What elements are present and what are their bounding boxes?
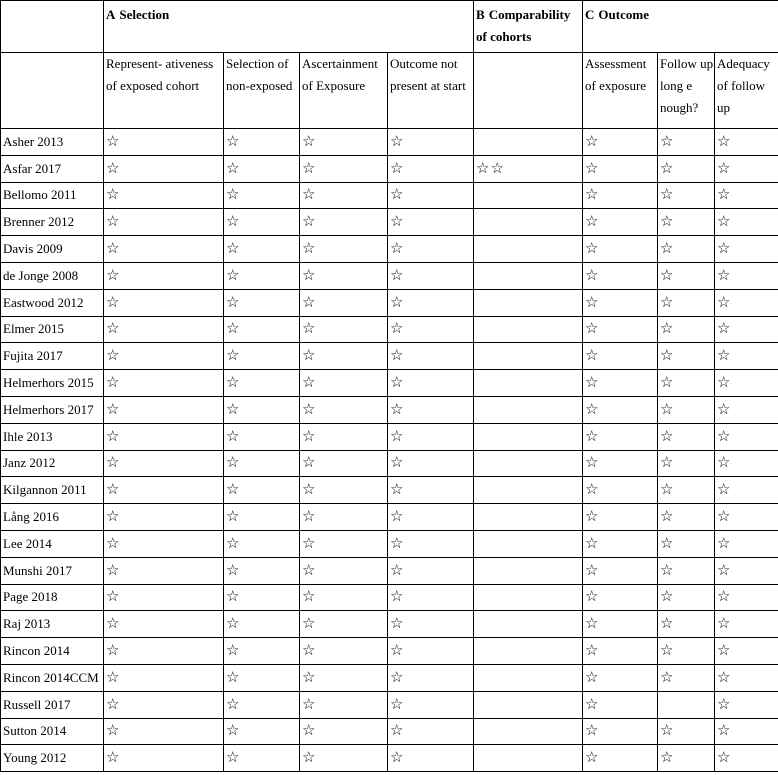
star-cell-selection-non-exposed: ☆ [224,584,300,611]
star-cell-representativeness: ☆ [104,262,224,289]
star-cell-adequacy: ☆ [715,423,778,450]
star-cell-comparability [474,182,583,209]
group-comparability [474,1,583,53]
star-cell-adequacy: ☆ [715,396,778,423]
subheader-follow-up-long: Follow up long e nough? [658,53,715,129]
study-name-cell: Lee 2014 [1,530,104,557]
star-cell-representativeness: ☆ [104,289,224,316]
group-c-label: Outcome [598,7,649,22]
star-cell-comparability [474,129,583,156]
star-cell-follow-up-long: ☆ [658,236,715,263]
star-cell-assessment: ☆ [583,745,658,772]
subheader-selection-non-exposed: Selection of non-exposed [224,53,300,129]
star-cell-comparability [474,504,583,531]
star-cell-ascertainment: ☆ [300,718,388,745]
study-name-cell: Rincon 2014CCM [1,664,104,691]
star-cell-adequacy: ☆ [715,638,778,665]
study-name-cell: Kilgannon 2011 [1,477,104,504]
star-cell-adequacy: ☆ [715,343,778,370]
star-cell-follow-up-long: ☆ [658,343,715,370]
star-cell-comparability [474,450,583,477]
star-cell-adequacy: ☆ [715,745,778,772]
star-cell-ascertainment: ☆ [300,611,388,638]
study-name-cell: Page 2018 [1,584,104,611]
star-cell-ascertainment: ☆ [300,209,388,236]
study-name-cell: Helmerhors 2017 [1,396,104,423]
star-cell-ascertainment: ☆ [300,423,388,450]
star-cell-outcome-not-present: ☆ [388,155,474,182]
star-cell-representativeness: ☆ [104,423,224,450]
star-cell-outcome-not-present: ☆ [388,530,474,557]
star-cell-selection-non-exposed: ☆ [224,129,300,156]
study-name-cell: de Jonge 2008 [1,262,104,289]
table-row [1,718,778,745]
star-cell-selection-non-exposed: ☆ [224,370,300,397]
star-cell-outcome-not-present: ☆ [388,477,474,504]
star-cell-follow-up-long: ☆ [658,182,715,209]
star-cell-assessment: ☆ [583,182,658,209]
table-row [1,638,778,665]
star-cell-adequacy: ☆ [715,691,778,718]
star-cell-comparability [474,289,583,316]
group-a-letter: A [106,7,116,22]
star-cell-ascertainment: ☆ [300,289,388,316]
star-cell-follow-up-long: ☆ [658,370,715,397]
study-name-cell: Helmerhors 2015 [1,370,104,397]
table-row [1,262,778,289]
star-cell-representativeness: ☆ [104,370,224,397]
star-cell-representativeness: ☆ [104,530,224,557]
star-cell-representativeness: ☆ [104,209,224,236]
star-cell-outcome-not-present: ☆ [388,209,474,236]
star-cell-selection-non-exposed: ☆ [224,691,300,718]
star-cell-selection-non-exposed: ☆ [224,718,300,745]
star-cell-assessment: ☆ [583,530,658,557]
star-cell-assessment: ☆ [583,664,658,691]
study-name-cell: Davis 2009 [1,236,104,263]
star-cell-ascertainment: ☆ [300,155,388,182]
study-name-cell: Bellomo 2011 [1,182,104,209]
star-cell-follow-up-long: ☆ [658,289,715,316]
subheader-outcome-not-present: Outcome not present at start [388,53,474,129]
star-cell-follow-up-long: ☆ [658,611,715,638]
group-c-letter: C [585,7,595,22]
star-cell-assessment: ☆ [583,209,658,236]
star-cell-comparability [474,530,583,557]
table-row [1,155,778,182]
star-cell-adequacy: ☆ [715,155,778,182]
star-cell-selection-non-exposed: ☆ [224,155,300,182]
star-cell-representativeness: ☆ [104,611,224,638]
study-name-cell: Sutton 2014 [1,718,104,745]
table-row [1,236,778,263]
star-cell-selection-non-exposed: ☆ [224,477,300,504]
star-cell-adequacy: ☆ [715,664,778,691]
star-cell-selection-non-exposed: ☆ [224,745,300,772]
star-cell-assessment: ☆ [583,611,658,638]
star-cell-ascertainment: ☆ [300,530,388,557]
star-cell-selection-non-exposed: ☆ [224,209,300,236]
star-cell-assessment: ☆ [583,396,658,423]
star-cell-ascertainment: ☆ [300,343,388,370]
star-cell-selection-non-exposed: ☆ [224,611,300,638]
star-cell-follow-up-long: ☆ [658,584,715,611]
star-cell-representativeness: ☆ [104,343,224,370]
star-cell-comparability [474,611,583,638]
star-cell-representativeness: ☆ [104,664,224,691]
star-cell-ascertainment: ☆ [300,745,388,772]
table-row [1,289,778,316]
star-cell-selection-non-exposed: ☆ [224,504,300,531]
table-row [1,557,778,584]
study-name-cell: Russell 2017 [1,691,104,718]
star-cell-follow-up-long [658,691,715,718]
star-cell-selection-non-exposed: ☆ [224,530,300,557]
star-cell-ascertainment: ☆ [300,316,388,343]
star-cell-ascertainment: ☆ [300,370,388,397]
star-cell-comparability [474,557,583,584]
subheader-ascertainment: Ascertainment of Exposure [300,53,388,129]
star-cell-outcome-not-present: ☆ [388,718,474,745]
star-cell-follow-up-long: ☆ [658,209,715,236]
table-row [1,504,778,531]
star-cell-follow-up-long: ☆ [658,638,715,665]
star-cell-selection-non-exposed: ☆ [224,557,300,584]
star-cell-follow-up-long: ☆ [658,396,715,423]
study-name-cell: Eastwood 2012 [1,289,104,316]
study-name-cell: Ihle 2013 [1,423,104,450]
table-row [1,370,778,397]
star-cell-representativeness: ☆ [104,316,224,343]
star-cell-selection-non-exposed: ☆ [224,450,300,477]
star-cell-comparability [474,316,583,343]
table-row [1,182,778,209]
table-row [1,129,778,156]
study-name-cell: Young 2012 [1,745,104,772]
star-cell-outcome-not-present: ☆ [388,557,474,584]
star-cell-outcome-not-present: ☆ [388,370,474,397]
star-cell-representativeness: ☆ [104,129,224,156]
star-cell-ascertainment: ☆ [300,584,388,611]
star-cell-outcome-not-present: ☆ [388,182,474,209]
table-row [1,530,778,557]
corner-cell [1,1,104,53]
star-cell-outcome-not-present: ☆ [388,423,474,450]
star-cell-follow-up-long: ☆ [658,423,715,450]
study-name-cell: Elmer 2015 [1,316,104,343]
star-cell-representativeness: ☆ [104,450,224,477]
star-cell-outcome-not-present: ☆ [388,664,474,691]
star-cell-ascertainment: ☆ [300,638,388,665]
star-cell-adequacy: ☆ [715,530,778,557]
star-cell-adequacy: ☆ [715,611,778,638]
star-cell-assessment: ☆ [583,504,658,531]
star-cell-representativeness: ☆ [104,638,224,665]
study-name-cell: Raj 2013 [1,611,104,638]
subheader-adequacy: Adequacy of follow up [715,53,778,129]
table-row [1,664,778,691]
star-cell-adequacy: ☆ [715,557,778,584]
table-row [1,584,778,611]
star-cell-ascertainment: ☆ [300,450,388,477]
star-cell-representativeness: ☆ [104,584,224,611]
table-row [1,209,778,236]
star-cell-representativeness: ☆ [104,557,224,584]
table-row [1,316,778,343]
star-cell-outcome-not-present: ☆ [388,343,474,370]
star-cell-selection-non-exposed: ☆ [224,664,300,691]
star-cell-ascertainment: ☆ [300,477,388,504]
star-cell-outcome-not-present: ☆ [388,745,474,772]
subheader-comparability [474,53,583,129]
star-cell-assessment: ☆ [583,691,658,718]
star-cell-ascertainment: ☆ [300,182,388,209]
star-cell-follow-up-long: ☆ [658,262,715,289]
star-cell-selection-non-exposed: ☆ [224,343,300,370]
star-cell-follow-up-long: ☆ [658,504,715,531]
group-b-label: Comparability of cohorts [476,7,571,44]
star-cell-outcome-not-present: ☆ [388,129,474,156]
star-cell-comparability [474,477,583,504]
study-name-cell: Brenner 2012 [1,209,104,236]
star-cell-adequacy: ☆ [715,477,778,504]
star-cell-adequacy: ☆ [715,584,778,611]
subheader-row [1,53,778,129]
star-cell-comparability [474,423,583,450]
star-cell-outcome-not-present: ☆ [388,289,474,316]
study-name-cell: Rincon 2014 [1,638,104,665]
star-cell-representativeness: ☆ [104,691,224,718]
star-cell-follow-up-long: ☆ [658,450,715,477]
table-row [1,423,778,450]
star-cell-ascertainment: ☆ [300,236,388,263]
star-cell-selection-non-exposed: ☆ [224,316,300,343]
star-cell-adequacy: ☆ [715,504,778,531]
study-name-cell: Fujita 2017 [1,343,104,370]
star-cell-outcome-not-present: ☆ [388,638,474,665]
star-cell-adequacy: ☆ [715,129,778,156]
study-name-cell: Munshi 2017 [1,557,104,584]
star-cell-outcome-not-present: ☆ [388,504,474,531]
star-cell-selection-non-exposed: ☆ [224,638,300,665]
star-cell-assessment: ☆ [583,129,658,156]
star-cell-comparability [474,718,583,745]
star-cell-assessment: ☆ [583,584,658,611]
star-cell-assessment: ☆ [583,370,658,397]
star-cell-representativeness: ☆ [104,236,224,263]
star-cell-ascertainment: ☆ [300,504,388,531]
table-row [1,691,778,718]
star-cell-follow-up-long: ☆ [658,155,715,182]
star-cell-representativeness: ☆ [104,745,224,772]
star-cell-adequacy: ☆ [715,289,778,316]
star-cell-selection-non-exposed: ☆ [224,236,300,263]
star-cell-follow-up-long: ☆ [658,129,715,156]
star-cell-ascertainment: ☆ [300,664,388,691]
star-cell-adequacy: ☆ [715,718,778,745]
study-name-cell: Lång 2016 [1,504,104,531]
star-cell-assessment: ☆ [583,718,658,745]
group-outcome [583,1,778,53]
star-cell-ascertainment: ☆ [300,396,388,423]
star-cell-adequacy: ☆ [715,316,778,343]
star-cell-follow-up-long: ☆ [658,530,715,557]
star-cell-follow-up-long: ☆ [658,316,715,343]
table-row [1,343,778,370]
star-cell-comparability [474,745,583,772]
star-cell-assessment: ☆ [583,638,658,665]
group-a-label: Selection [119,7,170,22]
star-cell-follow-up-long: ☆ [658,557,715,584]
table-row [1,396,778,423]
star-cell-ascertainment: ☆ [300,557,388,584]
star-cell-follow-up-long: ☆ [658,745,715,772]
star-cell-representativeness: ☆ [104,182,224,209]
study-name-cell: Asher 2013 [1,129,104,156]
table-row [1,745,778,772]
star-cell-assessment: ☆ [583,557,658,584]
table-row [1,611,778,638]
group-header-row [1,1,778,53]
table-row [1,477,778,504]
star-cell-outcome-not-present: ☆ [388,611,474,638]
star-cell-assessment: ☆ [583,423,658,450]
star-cell-assessment: ☆ [583,155,658,182]
star-cell-outcome-not-present: ☆ [388,584,474,611]
star-cell-outcome-not-present: ☆ [388,396,474,423]
star-cell-adequacy: ☆ [715,182,778,209]
group-b-letter: B [476,7,485,22]
star-cell-representativeness: ☆ [104,718,224,745]
star-cell-comparability [474,691,583,718]
star-cell-adequacy: ☆ [715,262,778,289]
table-row [1,450,778,477]
group-selection [104,1,474,53]
star-cell-assessment: ☆ [583,316,658,343]
star-cell-outcome-not-present: ☆ [388,236,474,263]
star-cell-representativeness: ☆ [104,396,224,423]
star-cell-comparability [474,343,583,370]
star-cell-follow-up-long: ☆ [658,718,715,745]
subheader-assessment: Assessment of exposure [583,53,658,129]
subheader-blank-cell [1,53,104,129]
star-cell-ascertainment: ☆ [300,129,388,156]
study-name-cell: Asfar 2017 [1,155,104,182]
star-cell-ascertainment: ☆ [300,691,388,718]
star-cell-adequacy: ☆ [715,450,778,477]
star-cell-assessment: ☆ [583,477,658,504]
star-cell-comparability [474,396,583,423]
star-cell-outcome-not-present: ☆ [388,691,474,718]
star-cell-outcome-not-present: ☆ [388,262,474,289]
star-cell-follow-up-long: ☆ [658,664,715,691]
star-cell-selection-non-exposed: ☆ [224,182,300,209]
star-cell-outcome-not-present: ☆ [388,316,474,343]
star-cell-comparability [474,262,583,289]
star-cell-outcome-not-present: ☆ [388,450,474,477]
star-cell-selection-non-exposed: ☆ [224,423,300,450]
star-cell-follow-up-long: ☆ [658,477,715,504]
star-cell-selection-non-exposed: ☆ [224,289,300,316]
star-cell-comparability: ☆☆ [474,155,583,182]
star-cell-comparability [474,370,583,397]
star-cell-representativeness: ☆ [104,155,224,182]
star-cell-selection-non-exposed: ☆ [224,262,300,289]
star-cell-ascertainment: ☆ [300,262,388,289]
star-cell-adequacy: ☆ [715,236,778,263]
subheader-representativeness: Represent- ativeness of exposed cohort [104,53,224,129]
star-cell-selection-non-exposed: ☆ [224,396,300,423]
star-cell-comparability [474,584,583,611]
star-cell-comparability [474,236,583,263]
star-cell-assessment: ☆ [583,289,658,316]
star-cell-assessment: ☆ [583,262,658,289]
star-cell-assessment: ☆ [583,450,658,477]
star-cell-adequacy: ☆ [715,209,778,236]
star-cell-comparability [474,664,583,691]
star-cell-representativeness: ☆ [104,504,224,531]
study-name-cell: Janz 2012 [1,450,104,477]
star-cell-comparability [474,638,583,665]
star-cell-adequacy: ☆ [715,370,778,397]
star-cell-assessment: ☆ [583,343,658,370]
star-cell-comparability [474,209,583,236]
star-cell-representativeness: ☆ [104,477,224,504]
star-cell-assessment: ☆ [583,236,658,263]
